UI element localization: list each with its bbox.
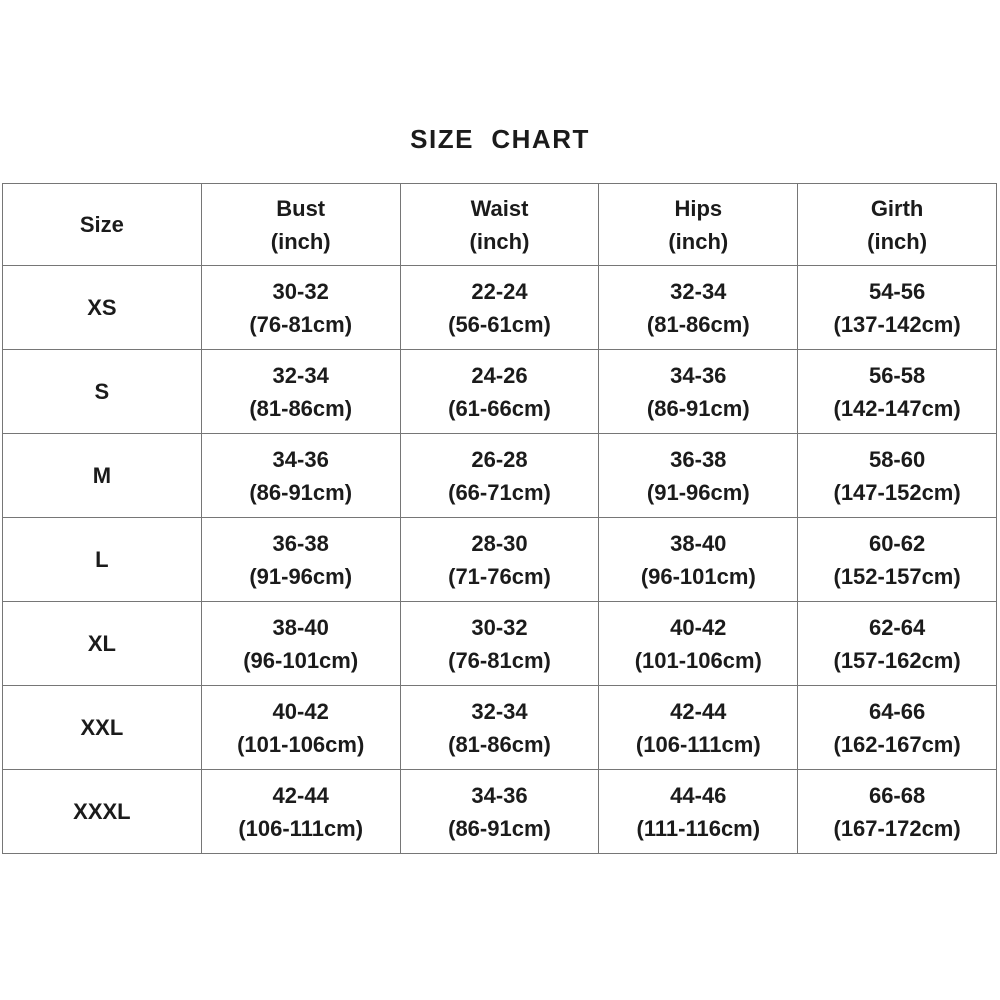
hips-cell: [599, 770, 798, 854]
hips-cell: [599, 686, 798, 770]
hips-inch-value: 38-40: [670, 530, 727, 556]
size-chart-table: [2, 183, 997, 854]
header-cell-girth: [798, 184, 997, 266]
bust-cell: [201, 602, 400, 686]
bust-cell: [201, 686, 400, 770]
header-cell-bust: [201, 184, 400, 266]
hips-cm-value: (111-116cm): [636, 815, 761, 841]
table-row-m: [3, 434, 997, 518]
header-label: Hips: [674, 195, 723, 221]
size-label: XS: [87, 295, 117, 320]
bust-cm-value: (76-81cm): [249, 311, 353, 337]
girth-inch-value: 64-66: [868, 698, 926, 724]
waist-cm-value: (66-71cm): [448, 479, 551, 505]
girth-cm-value: (147-152cm): [833, 479, 961, 505]
girth-inch-value: 54-56: [868, 278, 926, 304]
girth-inch-value: 60-62: [868, 530, 926, 556]
bust-cm-value: (96-101cm): [243, 647, 359, 673]
hips-inch-value: 44-46: [670, 782, 727, 808]
bust-cm-value: (91-96cm): [249, 563, 353, 589]
table-row-xs: [3, 266, 997, 350]
girth-inch-value: 66-68: [868, 782, 926, 808]
girth-cell: [798, 434, 997, 518]
hips-cell: [599, 266, 798, 350]
waist-inch-value: 34-36: [471, 782, 528, 808]
header-label: Size: [79, 212, 124, 237]
header-label: Bust: [276, 195, 326, 221]
waist-cell: [400, 602, 599, 686]
table-header: [3, 184, 997, 266]
waist-inch-value: 22-24: [471, 278, 528, 304]
bust-inch-value: 34-36: [272, 446, 329, 472]
girth-inch-value: 58-60: [868, 446, 926, 472]
size-label: L: [95, 547, 109, 572]
waist-cell: [400, 770, 599, 854]
girth-cell: [798, 266, 997, 350]
girth-cm-value: (162-167cm): [833, 731, 961, 757]
header-label: Girth: [870, 195, 924, 221]
size-cell: [3, 266, 202, 350]
hips-cell: [599, 350, 798, 434]
waist-cell: [400, 518, 599, 602]
size-label: XXL: [80, 715, 124, 740]
waist-cell: [400, 434, 599, 518]
header-unit: (inch): [867, 228, 928, 254]
girth-cm-value: (157-162cm): [833, 647, 961, 673]
header-cell-size: [3, 184, 202, 266]
header-cell-waist: [400, 184, 599, 266]
header-label: Waist: [470, 195, 529, 221]
waist-inch-value: 32-34: [471, 698, 528, 724]
size-label: S: [94, 379, 110, 404]
bust-cell: [201, 518, 400, 602]
hips-cm-value: (106-111cm): [635, 731, 761, 757]
hips-inch-value: 42-44: [670, 698, 727, 724]
hips-cm-value: (86-91cm): [646, 395, 750, 421]
girth-inch-value: 56-58: [868, 362, 926, 388]
waist-inch-value: 26-28: [471, 446, 528, 472]
girth-cell: [798, 770, 997, 854]
hips-inch-value: 34-36: [670, 362, 727, 388]
bust-cell: [201, 770, 400, 854]
size-label: XXXL: [73, 799, 131, 824]
hips-cm-value: (81-86cm): [646, 311, 750, 337]
table-row-l: [3, 518, 997, 602]
bust-cm-value: (81-86cm): [249, 395, 353, 421]
size-cell: [3, 518, 202, 602]
size-label: M: [92, 463, 112, 488]
hips-inch-value: 40-42: [670, 614, 727, 640]
bust-cell: [201, 266, 400, 350]
table-row-xxxl: [3, 770, 997, 854]
waist-cell: [400, 266, 599, 350]
bust-cm-value: (86-91cm): [249, 479, 353, 505]
hips-cell: [599, 602, 798, 686]
hips-cm-value: (91-96cm): [646, 479, 750, 505]
girth-cell: [798, 686, 997, 770]
hips-cm-value: (96-101cm): [640, 563, 756, 589]
waist-inch-value: 30-32: [471, 614, 528, 640]
bust-cell: [201, 434, 400, 518]
table-body: [3, 266, 997, 854]
header-unit: (inch): [270, 228, 331, 254]
bust-inch-value: 30-32: [272, 278, 329, 304]
size-cell: [3, 350, 202, 434]
bust-cm-value: (101-106cm): [237, 731, 365, 757]
hips-cell: [599, 518, 798, 602]
girth-cell: [798, 350, 997, 434]
bust-cm-value: (106-111cm): [238, 815, 364, 841]
header-unit: (inch): [469, 228, 530, 254]
waist-cm-value: (71-76cm): [448, 563, 551, 589]
header-unit: (inch): [668, 228, 729, 254]
waist-cm-value: (81-86cm): [448, 731, 551, 757]
girth-cell: [798, 602, 997, 686]
size-cell: [3, 434, 202, 518]
size-label: XL: [87, 631, 116, 656]
bust-inch-value: 42-44: [272, 782, 329, 808]
size-cell: [3, 686, 202, 770]
bust-inch-value: 40-42: [272, 698, 329, 724]
girth-cm-value: (142-147cm): [833, 395, 961, 421]
girth-cm-value: (167-172cm): [833, 815, 961, 841]
waist-inch-value: 24-26: [471, 362, 528, 388]
header-row: [3, 184, 997, 266]
waist-cm-value: (61-66cm): [448, 395, 551, 421]
bust-cell: [201, 350, 400, 434]
header-cell-hips: [599, 184, 798, 266]
girth-inch-value: 62-64: [868, 614, 926, 640]
hips-cell: [599, 434, 798, 518]
table-row-s: [3, 350, 997, 434]
size-cell: [3, 770, 202, 854]
waist-cm-value: (86-91cm): [448, 815, 551, 841]
bust-inch-value: 38-40: [272, 614, 329, 640]
waist-cm-value: (56-61cm): [448, 311, 551, 337]
waist-cell: [400, 686, 599, 770]
bust-inch-value: 36-38: [272, 530, 329, 556]
waist-cell: [400, 350, 599, 434]
girth-cm-value: (152-157cm): [833, 563, 961, 589]
table-row-xxl: [3, 686, 997, 770]
waist-inch-value: 28-30: [471, 530, 528, 556]
hips-inch-value: 36-38: [670, 446, 727, 472]
page-title: SIZE CHART: [410, 124, 590, 154]
waist-cm-value: (76-81cm): [448, 647, 551, 673]
hips-cm-value: (101-106cm): [634, 647, 762, 673]
hips-inch-value: 32-34: [670, 278, 727, 304]
girth-cm-value: (137-142cm): [833, 311, 961, 337]
bust-inch-value: 32-34: [272, 362, 329, 388]
girth-cell: [798, 518, 997, 602]
size-cell: [3, 602, 202, 686]
table-row-xl: [3, 602, 997, 686]
